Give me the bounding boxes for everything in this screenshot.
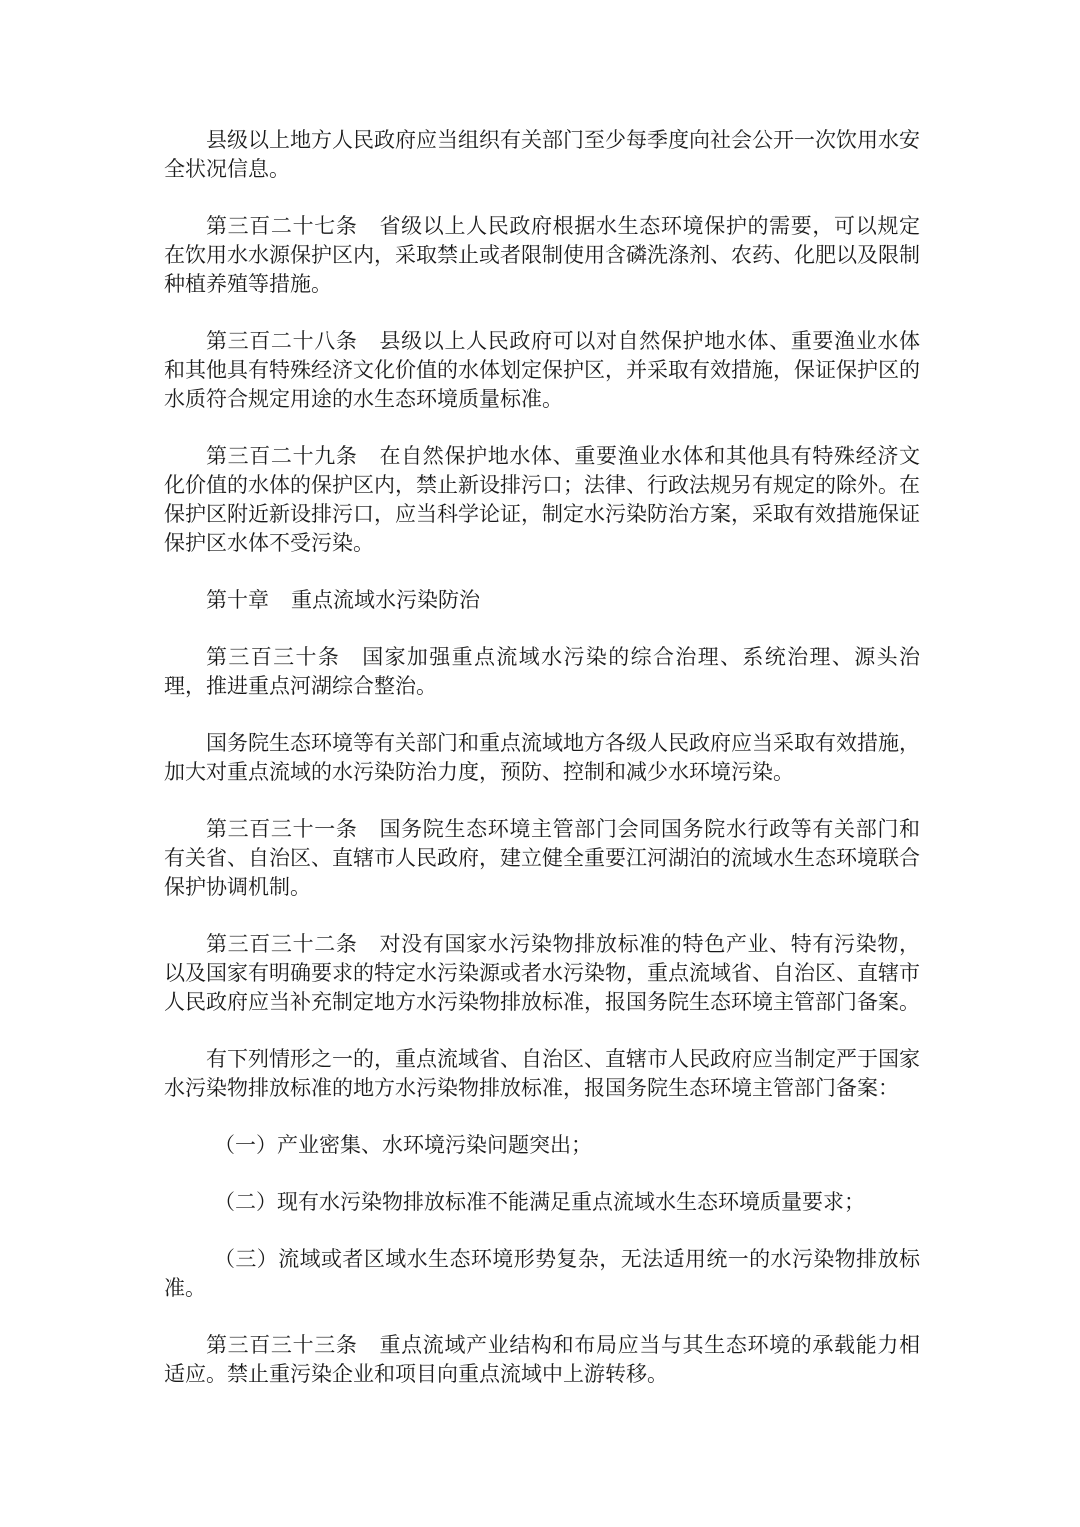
article-text: 国务院生态环境主管部门会同国务院水行政等有关部门和有关省、自治区、直辖市人民政府，建立健全重要江河湖泊的流域水生态环境联合保护协调机制。 xyxy=(164,817,920,899)
list-item-text: （一）产业密集、水环境污染问题突出； xyxy=(214,1133,592,1157)
article-332 xyxy=(164,930,920,1017)
article-text: 在自然保护地水体、重要渔业水体和其他具有特殊经济文化价值的水体的保护区内，禁止新设排污口；法律、行政法规另有规定的除外。在保护区附近新设排污口，应当科学论证，制定水污染防治方案，采取有效措施保证保护区水体不受污染。 xyxy=(164,444,920,555)
list-item-text: （二）现有水污染物排放标准不能满足重点流域水生态环境质量要求； xyxy=(214,1190,865,1214)
article-327 xyxy=(164,212,920,299)
article-333 xyxy=(164,1331,920,1389)
paragraph xyxy=(164,729,920,787)
article-text: 国家加强重点流域水污染的综合治理、系统治理、源头治理，推进重点河湖综合整治。 xyxy=(164,645,921,698)
chapter-number: 第十章 xyxy=(206,588,269,612)
article-number: 第三百三十二条 xyxy=(206,932,358,956)
article-331 xyxy=(164,815,920,902)
article-number: 第三百三十一条 xyxy=(206,817,358,841)
paragraph-text: 有下列情形之一的，重点流域省、自治区、直辖市人民政府应当制定严于国家水污染物排放标准的地方水污染物排放标准，报国务院生态环境主管部门备案： xyxy=(164,1047,920,1100)
paragraph-text: 国务院生态环境等有关部门和重点流域地方各级人民政府应当采取有效措施，加大对重点流域的水污染防治力度，预防、控制和减少水环境污染。 xyxy=(164,731,920,784)
article-number: 第三百三十三条 xyxy=(206,1333,358,1357)
article-329 xyxy=(164,442,920,558)
article-text: 县级以上人民政府可以对自然保护地水体、重要渔业水体和其他具有特殊经济文化价值的水体划定保护区，并采取有效措施，保证保护区的水质符合规定用途的水生态环境质量标准。 xyxy=(164,329,920,411)
article-328 xyxy=(164,327,920,414)
chapter-title: 重点流域水污染防治 xyxy=(291,588,480,612)
article-number: 第三百二十七条 xyxy=(206,214,358,238)
chapter-heading xyxy=(164,586,920,615)
article-text: 省级以上人民政府根据水生态环境保护的需要，可以规定在饮用水水源保护区内，采取禁止或者限制使用含磷洗涤剂、农药、化肥以及限制种植养殖等措施。 xyxy=(164,214,920,296)
article-number: 第三百二十九条 xyxy=(206,444,358,468)
paragraph xyxy=(164,1045,920,1103)
paragraph-text: 县级以上地方人民政府应当组织有关部门至少每季度向社会公开一次饮用水安全状况信息。 xyxy=(164,128,920,181)
article-number: 第三百三十条 xyxy=(206,645,341,669)
article-number: 第三百二十八条 xyxy=(206,329,358,353)
list-item xyxy=(164,1188,920,1217)
paragraph xyxy=(164,126,920,184)
list-item xyxy=(164,1245,920,1303)
article-text: 重点流域产业结构和布局应当与其生态环境的承载能力相适应。禁止重污染企业和项目向重点流域中上游转移。 xyxy=(164,1333,920,1386)
list-item-text: （三）流域或者区域水生态环境形势复杂，无法适用统一的水污染物排放标准。 xyxy=(164,1247,920,1300)
article-text: 对没有国家水污染物排放标准的特色产业、特有污染物，以及国家有明确要求的特定水污染源或者水污染物，重点流域省、自治区、直辖市人民政府应当补充制定地方水污染物排放标准，报国务院生态环境主管部门备案。 xyxy=(164,932,920,1014)
article-330 xyxy=(164,643,920,701)
document-page xyxy=(164,126,920,1417)
list-item xyxy=(164,1131,920,1160)
